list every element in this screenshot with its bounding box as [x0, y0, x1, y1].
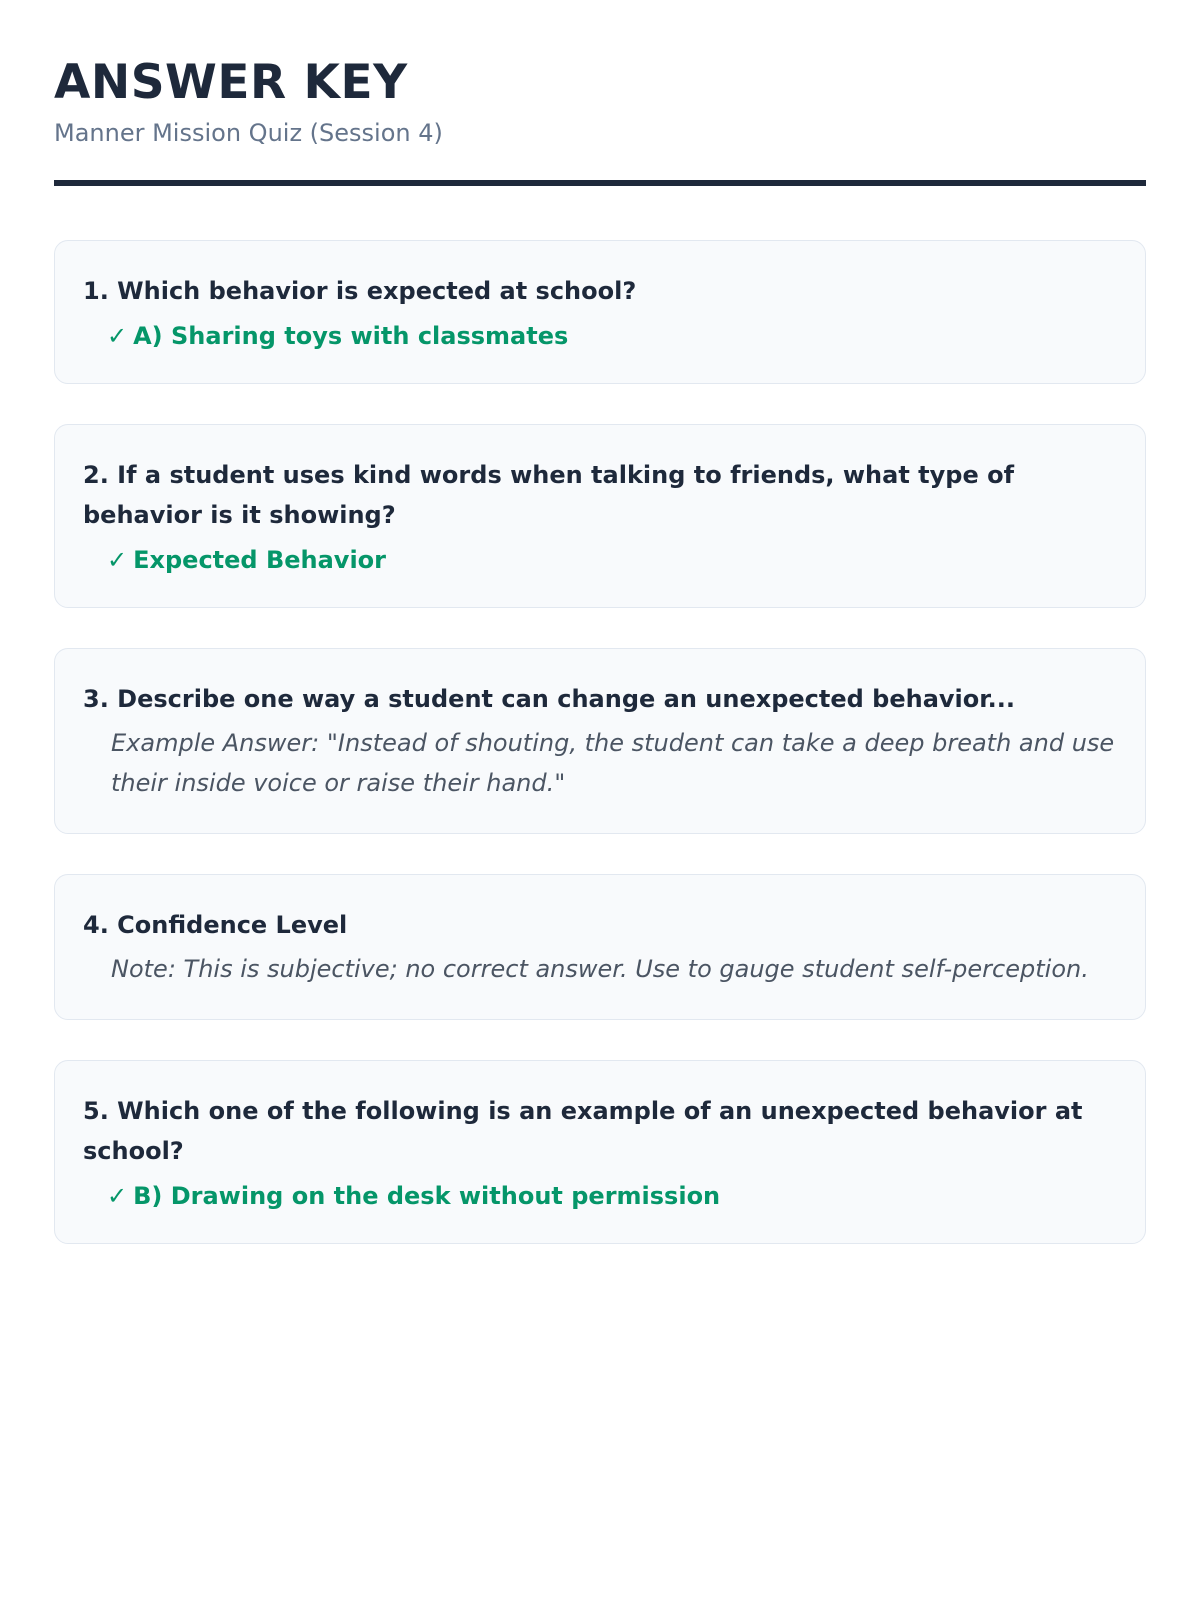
question-card-4 — [54, 874, 1146, 1020]
answer-text: A) Sharing toys with classmates — [133, 322, 569, 350]
correct-answer — [83, 543, 1117, 577]
header-divider — [54, 180, 1146, 186]
check-icon: ✓ — [107, 322, 128, 350]
example-answer: Example Answer: "Instead of shouting, the student can take a deep breath and use their inside voice or raise their hand." — [111, 729, 1115, 797]
question-card-3 — [54, 648, 1146, 834]
question-text: 4. Confidence Level — [83, 911, 348, 939]
question-text: 5. Which one of the following is an example of an unexpected behavior at school? — [83, 1097, 1083, 1165]
question-card-2 — [54, 424, 1146, 608]
answer-text: Expected Behavior — [133, 546, 386, 574]
correct-answer — [83, 1179, 1117, 1213]
question-text: 3. Describe one way a student can change an unexpected behavior... — [83, 685, 1016, 713]
grading-note: Note: This is subjective; no correct answer. Use to gauge student self-perception. — [111, 955, 1089, 983]
question-list — [54, 240, 1146, 1244]
page-subtitle: Manner Mission Quiz (Session 4) — [54, 119, 443, 147]
question-text: 2. If a student uses kind words when talking to friends, what type of behavior is it showing? — [83, 461, 1015, 529]
correct-answer — [83, 319, 1117, 353]
question-card-5 — [54, 1060, 1146, 1244]
check-icon: ✓ — [107, 546, 128, 574]
question-text: 1. Which behavior is expected at school? — [83, 277, 637, 305]
answer-text: B) Drawing on the desk without permission — [133, 1182, 721, 1210]
check-icon: ✓ — [107, 1182, 128, 1210]
question-card-1 — [54, 240, 1146, 384]
page-title: ANSWER KEY — [54, 55, 408, 110]
